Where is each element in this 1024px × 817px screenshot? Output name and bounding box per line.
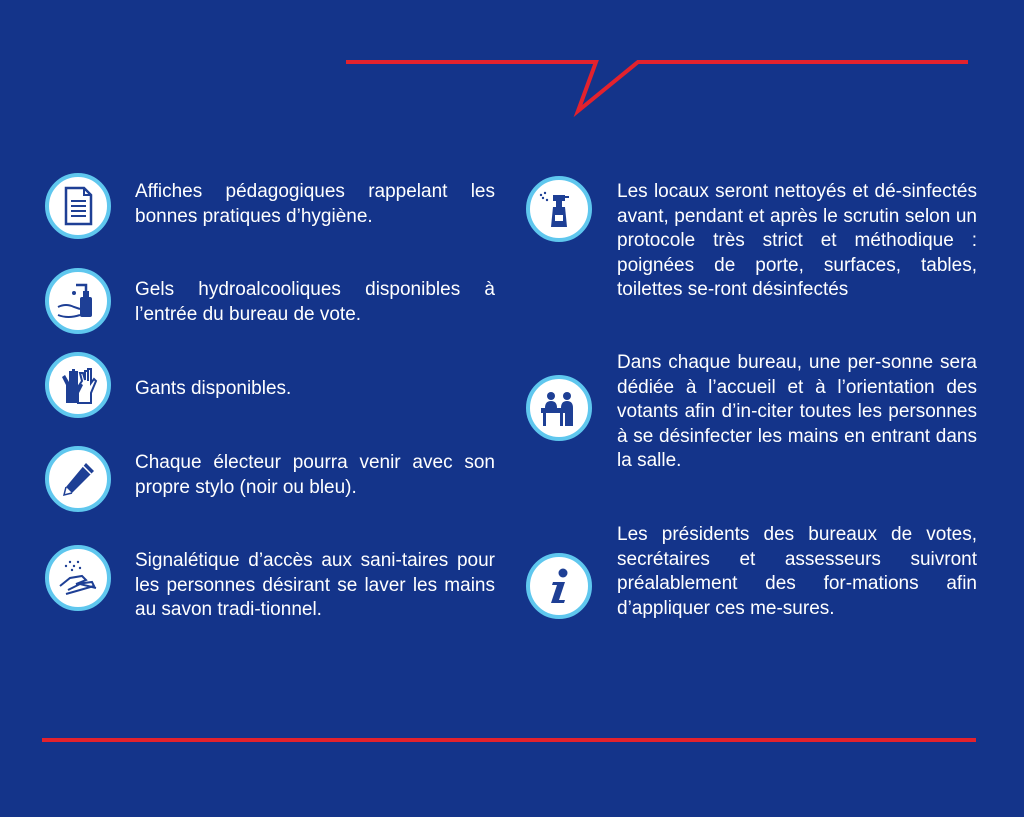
document-icon <box>45 173 111 239</box>
spray-bottle-icon <box>526 176 592 242</box>
item-washing-signage: Signalétique d’accès aux sani-taires pour les personnes désirant se laver les mains au savon tradi-tionnel. <box>135 550 495 620</box>
item-own-pen: Chaque électeur pourra venir avec son propre stylo (noir ou bleu). <box>135 452 495 498</box>
item-hand-sanitizer: Gels hydroalcooliques disponibles à l’entrée du bureau de vote. <box>135 279 495 325</box>
item-reception: Dans chaque bureau, une per-sonne sera dédiée à l’accueil et à l’orientation des votants afin d’in-citer toutes les personnes à se désinfecter les mains en entrant dans la salle. <box>617 352 977 471</box>
gloves-icon <box>45 352 111 418</box>
item-hygiene-posters: Affiches pédagogiques rappelant les bonnes pratiques d’hygiène. <box>135 181 495 227</box>
hand-washing-icon <box>45 545 111 611</box>
pen-icon <box>45 446 111 512</box>
speech-bubble-line <box>346 62 968 111</box>
reception-desk-icon <box>526 375 592 441</box>
item-cleaning: Les locaux seront nettoyés et dé-sinfectés avant, pendant et après le scrutin selon un protocole très strict et méthodique : poignées de porte, surfaces, tables, toilettes se-ront désinfectés <box>617 181 977 300</box>
item-staff-training: Les présidents des bureaux de votes, secrétaires et assesseurs suivront préalablement des for-mations afin d’appliquer ces me-sures. <box>617 524 977 619</box>
info-icon <box>526 553 592 619</box>
item-gloves: Gants disponibles. <box>135 378 292 399</box>
hand-sanitizer-icon <box>45 268 111 334</box>
